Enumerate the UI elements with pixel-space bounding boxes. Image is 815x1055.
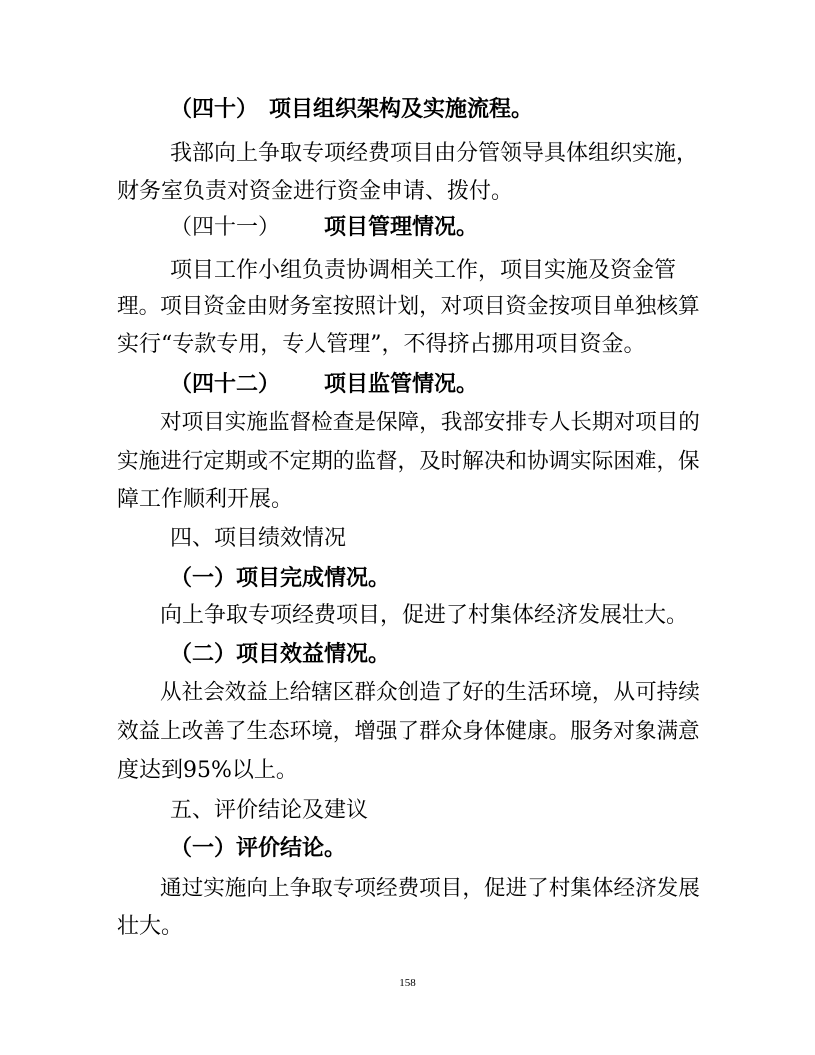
section-40-line-1: 我部向上争取专项经费项目由分管领导具体组织实施，: [170, 141, 699, 166]
section-42-line-3: 障工作顺利开展。: [117, 487, 294, 512]
section-42-title: 项目监管情况。: [324, 372, 479, 397]
part-4-sub-1-line-1: 向上争取专项经费项目，促进了村集体经济发展壮大。: [160, 603, 689, 628]
section-40-heading: （四十） 项目组织架构及实施流程。: [170, 97, 534, 122]
section-42-heading: [170, 370, 478, 400]
part-5-heading: 五、评价结论及建议: [170, 798, 369, 823]
section-42-line-2: 实施进行定期或不定期的监督，及时解决和协调实际困难，保: [117, 449, 700, 474]
section-42-line-1: 对项目实施监督检查是保障，我部安排专人长期对项目的: [160, 410, 700, 435]
part-5-sub-1-heading: （一）评价结论。: [170, 836, 347, 861]
part-4-sub-2-line-1: 从社会效益上给辖区群众创造了好的生活环境，从可持续: [160, 680, 700, 705]
section-42-label: （四十二）: [170, 372, 281, 397]
part-4-sub-2-line-3: 度达到95%以上。: [117, 758, 298, 783]
part-4-sub-2-heading: （二）项目效益情况。: [170, 642, 391, 667]
part-4-heading: 四、项目绩效情况: [170, 526, 347, 551]
part-5-sub-1-line-2: 壮大。: [117, 914, 184, 939]
page-number: 158: [399, 977, 416, 989]
section-41-line-3: 实行“专款专用，专人管理”，不得挤占挪用项目资金。: [117, 332, 646, 357]
section-41-title: 项目管理情况。: [324, 215, 479, 240]
section-41-line-2: 理。项目资金由财务室按照计划，对项目资金按项目单独核算: [117, 294, 700, 319]
part-4-sub-2-line-2: 效益上改善了生态环境，增强了群众身体健康。服务对象满意: [117, 719, 700, 744]
section-41-line-1: 项目工作小组负责协调相关工作，项目实施及资金管: [170, 258, 677, 283]
section-41-heading: [170, 213, 478, 243]
section-41-label: （四十一）: [170, 215, 281, 240]
part-4-sub-1-heading: （一）项目完成情况。: [170, 566, 391, 591]
section-40-line-2: 财务室负责对资金进行资金申请、拨付。: [117, 179, 514, 204]
part-5-sub-1-line-1: 通过实施向上争取专项经费项目，促进了村集体经济发展: [160, 876, 700, 901]
